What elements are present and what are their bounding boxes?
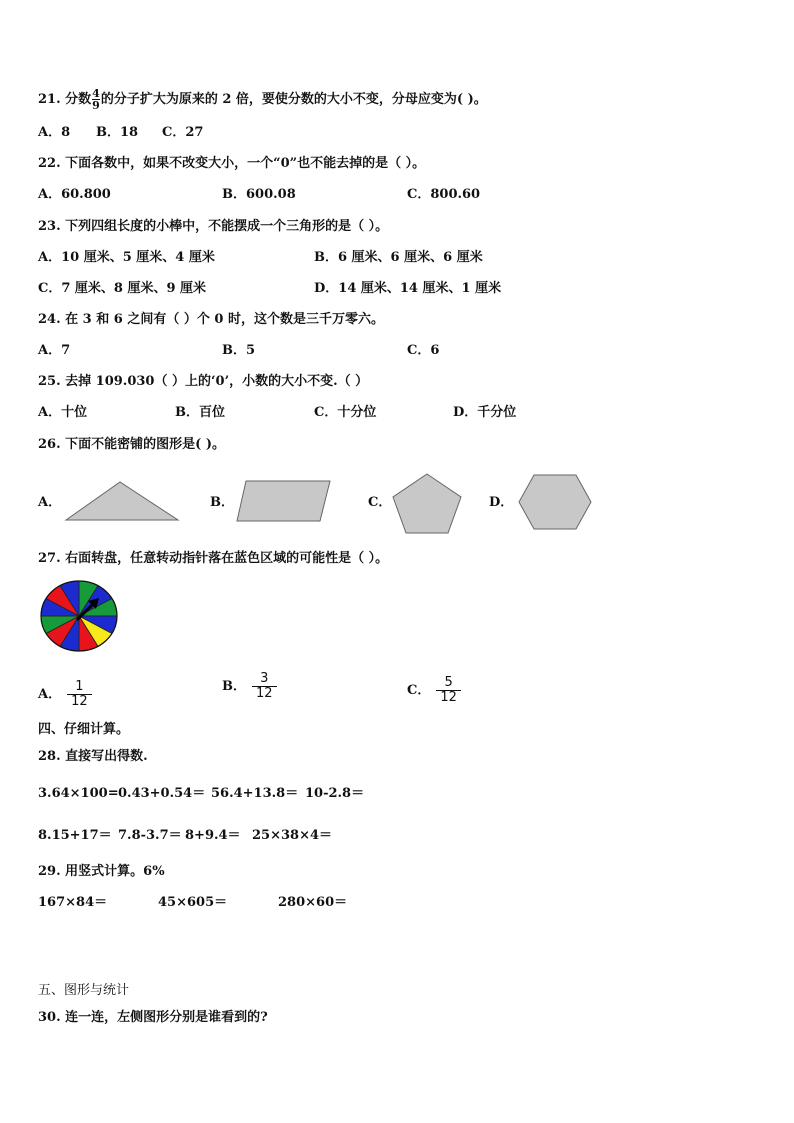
calc-item: 45×605＝: [158, 895, 228, 910]
q25-option-b[interactable]: B．百位: [175, 405, 225, 420]
calc-item: 280×60＝: [278, 895, 348, 910]
question-25: 25. 去掉 109.030（ ）上的‘0’，小数的大小不变.（ ）: [38, 374, 369, 389]
question-23: 23. 下列四组长度的小棒中，不能摆成一个三角形的是（ ）。: [38, 219, 389, 234]
q23-option-d[interactable]: D．14 厘米、14 厘米、1 厘米: [314, 281, 502, 296]
q22-option-b[interactable]: B．600.08: [222, 187, 296, 202]
q25-option-c[interactable]: C．十分位: [314, 405, 377, 420]
calc-item: 25×38×4＝: [252, 828, 333, 843]
q21-option-c[interactable]: C．27: [162, 125, 204, 140]
q22-option-c[interactable]: C．800.60: [407, 187, 481, 202]
q27-option-c[interactable]: C． $\frac{5}{12}$: [407, 676, 461, 705]
q22-option-a[interactable]: A．60.800: [38, 187, 111, 202]
hexagon-shape: [516, 472, 594, 532]
q21-option-b[interactable]: B．18: [96, 125, 139, 140]
q24-option-a[interactable]: A．7: [38, 343, 71, 358]
pentagon-shape: [390, 472, 464, 536]
question-21: 21. 分数 $\frac{4}{9}$ 的分子扩大为原来的 2 倍，要使分数的大小不变，分母应变为( )。: [38, 87, 487, 112]
section-4-heading: 四、仔细计算。: [38, 722, 130, 737]
question-30: 30. 连一连，左侧图形分别是谁看到的?: [38, 1010, 268, 1025]
q27-option-a[interactable]: A． $\frac{1}{12}$: [38, 680, 92, 709]
q23-option-a[interactable]: A．10 厘米、5 厘米、4 厘米: [38, 250, 215, 265]
q24-option-b[interactable]: B．5: [222, 343, 256, 358]
q23-option-b[interactable]: B．6 厘米、6 厘米、6 厘米: [314, 250, 483, 265]
calc-item: 0.43+0.54＝: [118, 786, 206, 801]
q21-option-a[interactable]: A．8: [38, 125, 71, 140]
spinner-wheel: [38, 578, 120, 654]
fraction-3-12: $\frac{3}{12}$: [252, 672, 277, 701]
q25-option-d[interactable]: D．千分位: [453, 405, 517, 420]
calc-item: 56.4+13.8＝: [211, 786, 299, 801]
section-5-heading: 五、图形与统计: [38, 983, 130, 998]
q25-option-a[interactable]: A．十位: [38, 405, 88, 420]
q27-option-b[interactable]: B． $\frac{3}{12}$: [222, 672, 277, 701]
question-28: 28. 直接写出得数.: [38, 749, 148, 764]
fraction-4-9: $\frac{4}{9}$: [92, 87, 100, 112]
fraction-1-12: $\frac{1}{12}$: [67, 680, 92, 709]
q26-option-b[interactable]: B．: [210, 495, 234, 510]
fraction-5-12: $\frac{5}{12}$: [436, 676, 461, 705]
calc-item: 167×84＝: [38, 895, 108, 910]
q26-option-c[interactable]: C．: [368, 495, 392, 510]
question-26: 26. 下面不能密铺的图形是( )。: [38, 437, 225, 452]
q24-option-c[interactable]: C．6: [407, 343, 440, 358]
triangle-shape: [62, 478, 182, 524]
q26-option-d[interactable]: D．: [489, 495, 514, 510]
question-24: 24. 在 3 和 6 之间有（ ）个 0 时，这个数是三千万零六。: [38, 312, 384, 327]
question-29: 29. 用竖式计算。6%: [38, 864, 165, 879]
calc-item: 7.8-3.7＝: [118, 828, 182, 843]
calc-item: 3.64×100=: [38, 786, 119, 801]
parallelogram-shape: [234, 478, 334, 524]
q26-option-a[interactable]: A．: [38, 495, 62, 510]
calc-item: 8.15+17＝: [38, 828, 112, 843]
calc-item: 10-2.8＝: [305, 786, 365, 801]
question-27: 27. 右面转盘，任意转动指针落在蓝色区域的可能性是（ ）。: [38, 551, 389, 566]
calc-item: 8+9.4＝: [185, 828, 241, 843]
question-22: 22. 下面各数中，如果不改变大小，一个“0”也不能去掉的是（ ）。: [38, 156, 426, 171]
q23-option-c[interactable]: C．7 厘米、8 厘米、9 厘米: [38, 281, 207, 296]
